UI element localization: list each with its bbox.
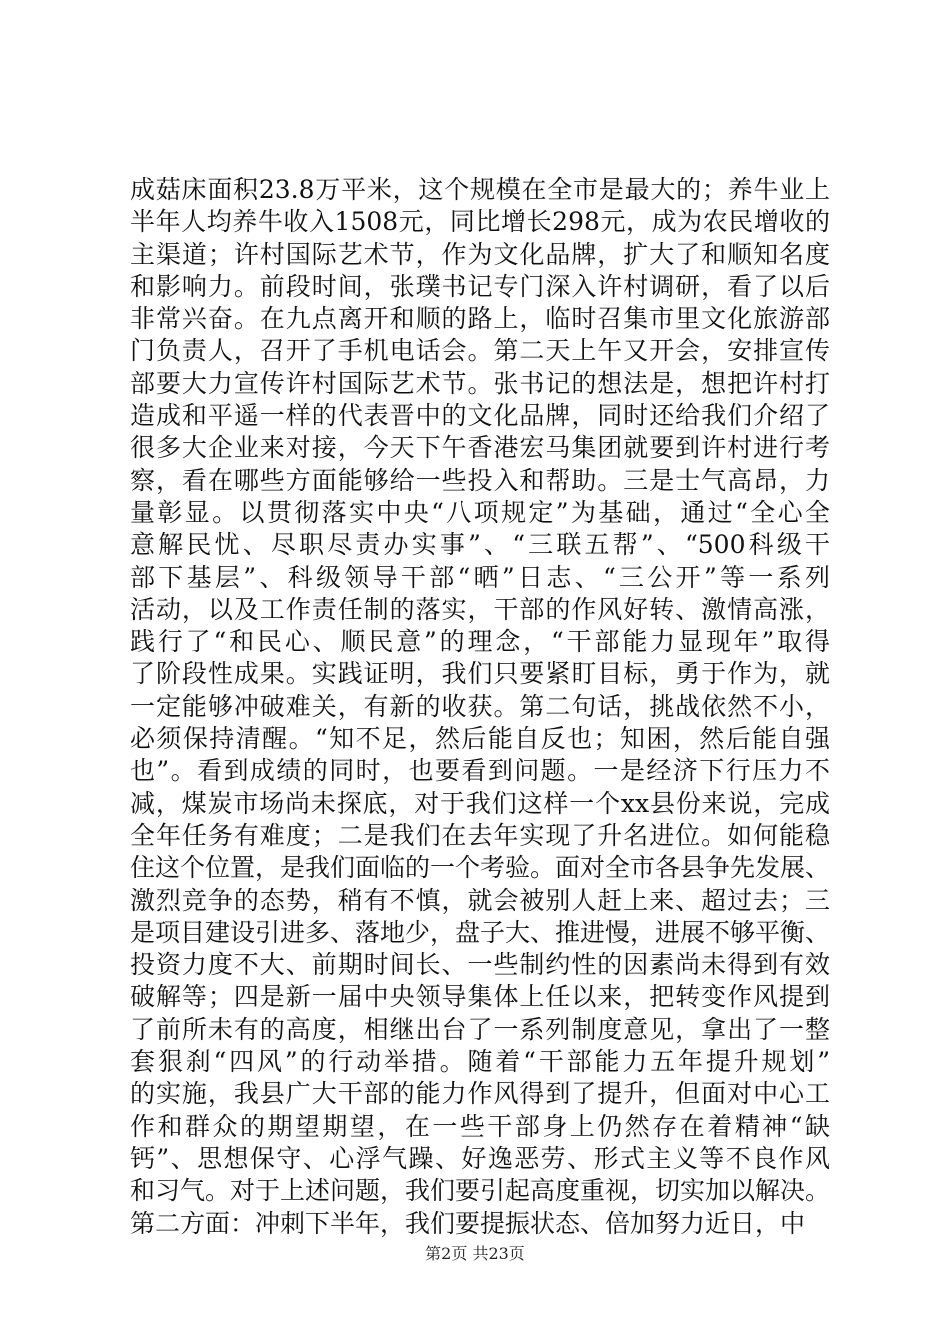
document-body-text <box>130 174 830 1240</box>
text-line: 一定能够冲破难关，有新的收获。第二句话，挑战依然不小， <box>130 691 830 721</box>
text-line: 套狠刹“四风”的行动举措。随着“干部能力五年提升规划” <box>130 1047 830 1077</box>
text-line: 破解等；四是新一届中央领导集体上任以来，把转变作风提到 <box>130 982 830 1012</box>
text-line: 主渠道；许村国际艺术节，作为文化品牌，扩大了和顺知名度 <box>130 239 830 269</box>
text-line: 成菇床面积23.8万平米，这个规模在全市是最大的；养牛业上 <box>130 175 830 204</box>
text-line: 了阶段性成果。实践证明，我们只要紧盯目标，勇于作为，就 <box>130 659 830 689</box>
page-footer <box>0 1244 950 1264</box>
text-line: 钙”、思想保守、心浮气躁、好逸恶劳、形式主义等不良作风 <box>130 1143 830 1173</box>
text-line: 是项目建设引进多、落地少，盘子大、推进慢，进展不够平衡、 <box>130 917 831 947</box>
text-line: 了前所未有的高度，相继出台了一系列制度意见，拿出了一整 <box>130 1014 830 1044</box>
text-line: 意解民忧、尽职尽责办实事”、“三联五帮”、“500科级干 <box>130 530 830 560</box>
text-line: 察，看在哪些方面能够给一些投入和帮助。三是士气高昂，力 <box>130 465 830 495</box>
text-line: 造成和平遥一样的代表晋中的文化品牌，同时还给我们介绍了 <box>130 401 830 431</box>
text-line: 第二方面：冲刺下半年，我们要提振状态、倍加努力近日，中 <box>130 1208 806 1238</box>
text-line: 激烈竞争的态势，稍有不慎，就会被别人赶上来、超过去；三 <box>130 885 830 915</box>
text-line: 也”。看到成绩的同时，也要看到问题。一是经济下行压力不 <box>130 756 830 786</box>
text-line: 部下基层”、科级领导干部“晒”日志、“三公开”等一系列 <box>130 562 830 592</box>
text-line: 量彰显。以贯彻落实中央“八项规定”为基础，通过“全心全 <box>130 497 830 527</box>
text-line: 活动，以及工作责任制的落实，干部的作风好转、激情高涨， <box>130 594 830 624</box>
text-line: 和习气。对于上述问题，我们要引起高度重视，切实加以解决。 <box>130 1176 831 1206</box>
text-line: 作和群众的期望期望，在一些干部身上仍然存在着精神“缺 <box>130 1111 830 1141</box>
text-line: 投资力度不大、前期时间长、一些制约性的因素尚未得到有效 <box>130 950 830 980</box>
text-line: 全年任务有难度；二是我们在去年实现了升名进位。如何能稳 <box>130 820 830 850</box>
text-line: 的实施，我县广大干部的能力作风得到了提升，但面对中心工 <box>130 1079 830 1109</box>
text-line: 减，煤炭市场尚未探底，对于我们这样一个xx县份来说，完成 <box>130 788 830 818</box>
text-line: 必须保持清醒。“知不足，然后能自反也；知困，然后能自强 <box>130 724 830 754</box>
text-line: 非常兴奋。在九点离开和顺的路上，临时召集市里文化旅游部 <box>130 304 830 334</box>
text-line: 门负责人，召开了手机电话会。第二天上午又开会，安排宣传 <box>130 336 830 366</box>
text-line: 半年人均养牛收入1508元，同比增长298元，成为农民增收的 <box>130 207 830 237</box>
text-line: 很多大企业来对接，今天下午香港宏马集团就要到许村进行考 <box>130 433 830 463</box>
text-line: 践行了“和民心、顺民意”的理念，“干部能力显现年”取得 <box>130 627 830 657</box>
text-line: 部要大力宣传许村国际艺术节。张书记的想法是，想把许村打 <box>130 368 830 398</box>
page-number-label: 第2页 共23页 <box>425 1244 525 1263</box>
text-line: 住这个位置，是我们面临的一个考验。面对全市各县争先发展、 <box>130 853 831 883</box>
text-line: 和影响力。前段时间，张璞书记专门深入许村调研，看了以后 <box>130 271 830 301</box>
